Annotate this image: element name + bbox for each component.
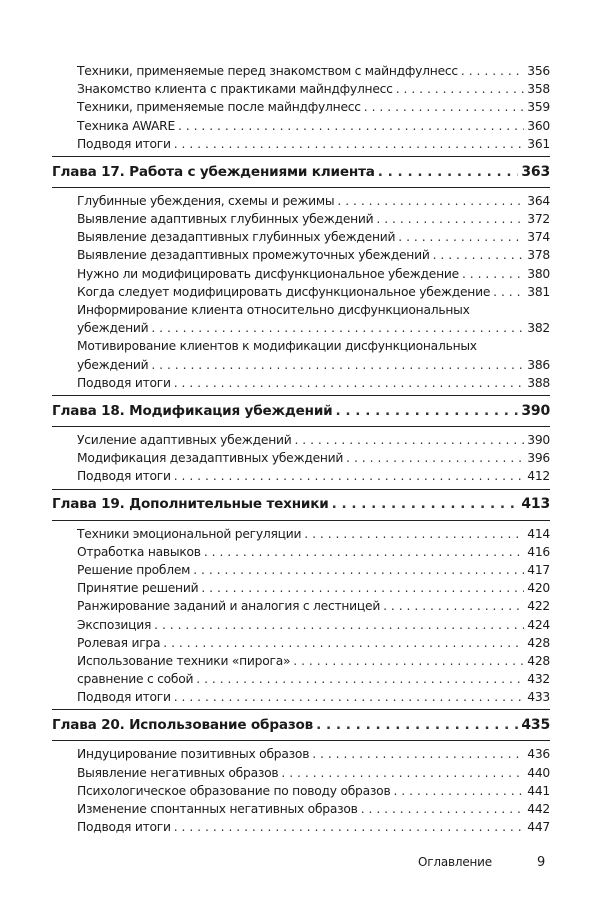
toc-entry: Выявление дезадаптивных промежуточных убеждений . . . 378 bbox=[52, 247, 550, 265]
toc-entry: Решение проблем . . . 417 bbox=[52, 561, 550, 579]
toc-entry: Модификация дезадаптивных убеждений . . . 396 bbox=[52, 449, 550, 467]
toc-entry: Информирование клиента относительно дисфункциональных убеждений . . . 382 bbox=[52, 301, 550, 337]
toc-entry: Психологическое образование по поводу образов . . . 441 bbox=[52, 782, 550, 800]
toc-entry: Усиление адаптивных убеждений . . . 390 bbox=[52, 431, 550, 449]
table-of-contents bbox=[52, 62, 550, 836]
toc-entry: Техники эмоциональной регуляции . . . 414 bbox=[52, 525, 550, 543]
toc-entry: Нужно ли модифицировать дисфункциональное убеждение . . . 380 bbox=[52, 265, 550, 283]
toc-entry: Индуцирование позитивных образов . . . 436 bbox=[52, 745, 550, 763]
toc-entry: Изменение спонтанных негативных образов . . . 442 bbox=[52, 800, 550, 818]
toc-entry: Подводя итоги . . . 361 bbox=[52, 135, 550, 153]
toc-entry: Подводя итоги . . . 447 bbox=[52, 818, 550, 836]
toc-entry: Выявление негативных образов . . . 440 bbox=[52, 764, 550, 782]
toc-entry: Выявление дезадаптивных глубинных убеждений . . . 374 bbox=[52, 228, 550, 246]
chapter-heading-20: Глава 20. Использование образов . . . 435 bbox=[52, 709, 550, 741]
toc-entry: Мотивирование клиентов к модификации дисфункциональных убеждений . . . 386 bbox=[52, 337, 550, 373]
toc-entry: Техники, применяемые перед знакомством с майндфулнесс . . . 356 bbox=[52, 62, 550, 80]
chapter-heading-18: Глава 18. Модификация убеждений . . . 390 bbox=[52, 395, 550, 427]
toc-entry: Когда следует модифицировать дисфункциональное убеждение . . . 381 bbox=[52, 283, 550, 301]
toc-entry: Выявление адаптивных глубинных убеждений . . . 372 bbox=[52, 210, 550, 228]
toc-entry: сравнение с собой . . . 432 bbox=[52, 670, 550, 688]
toc-entry: Экспозиция . . . 424 bbox=[52, 616, 550, 634]
toc-entry: Техники, применяемые после майндфулнесс . . . 359 bbox=[52, 98, 550, 116]
toc-entry: Подводя итоги . . . 433 bbox=[52, 688, 550, 706]
toc-entry: Принятие решений . . . 420 bbox=[52, 579, 550, 597]
toc-entry: Знакомство клиента с практиками майндфулнесс . . . 358 bbox=[52, 80, 550, 98]
page-number: 9 bbox=[537, 855, 546, 870]
toc-entry: Подводя итоги . . . 388 bbox=[52, 374, 550, 392]
toc-entry: Подводя итоги . . . 412 bbox=[52, 467, 550, 485]
toc-entry: Использование техники «пирога» . . . 428 bbox=[52, 652, 550, 670]
running-footer-title: Оглавление bbox=[418, 855, 492, 869]
toc-entry: Ролевая игра . . . 428 bbox=[52, 634, 550, 652]
toc-entry: Техника AWARE . . . 360 bbox=[52, 117, 550, 135]
chapter-heading-17: Глава 17. Работа с убеждениями клиента . . . 363 bbox=[52, 156, 550, 188]
chapter-heading-19: Глава 19. Дополнительные техники . . . 413 bbox=[52, 489, 550, 521]
toc-entry: Отработка навыков . . . 416 bbox=[52, 543, 550, 561]
toc-entry: Глубинные убеждения, схемы и режимы . . . 364 bbox=[52, 192, 550, 210]
toc-entry: Ранжирование заданий и аналогия с лестницей . . . 422 bbox=[52, 597, 550, 615]
